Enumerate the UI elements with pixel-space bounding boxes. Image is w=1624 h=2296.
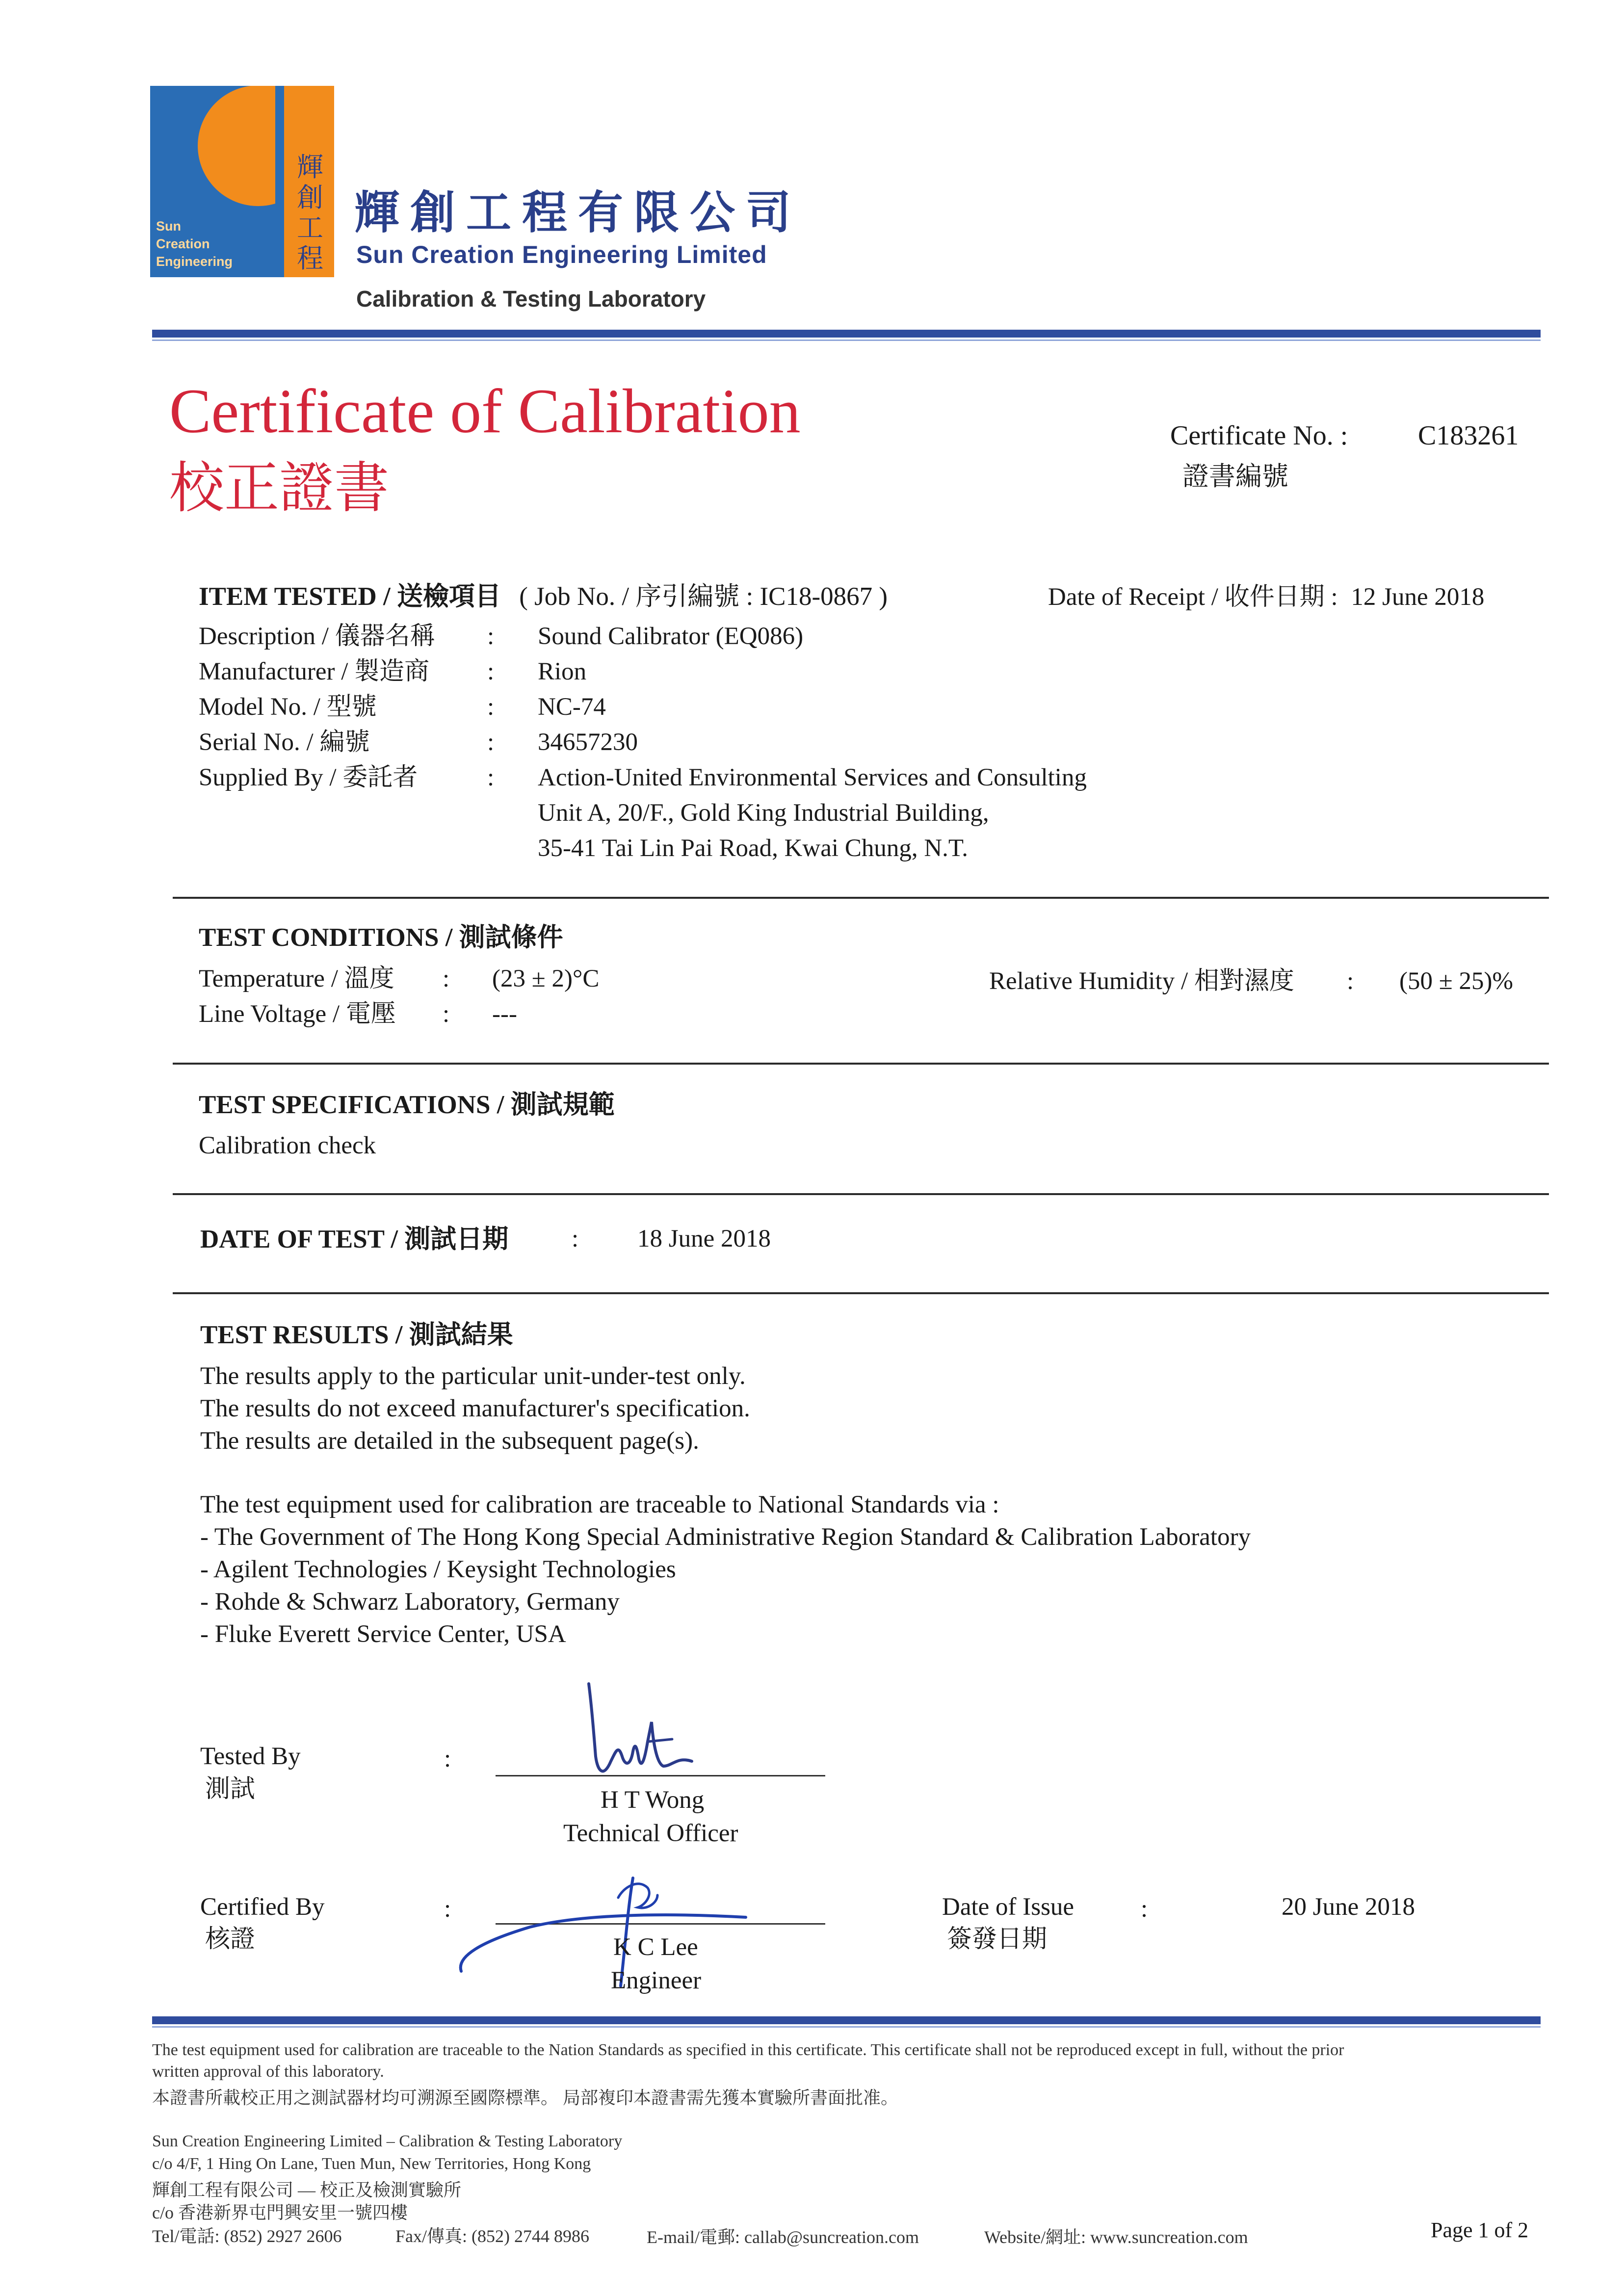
tested-by-label-zh: 測試: [205, 1775, 256, 1803]
footer-website: Website/網址: www.suncreation.com: [984, 2227, 1248, 2247]
result-line: The results apply to the particular unit-under-test only.: [200, 1362, 746, 1390]
lab-name: Calibration & Testing Laboratory: [356, 286, 706, 312]
item-label: Serial No. / 編號: [199, 729, 370, 756]
certificate-number-label-zh: 證書編號: [1182, 462, 1288, 491]
footer-address-line1: Sun Creation Engineering Limited – Calibration & Testing Laboratory: [152, 2132, 623, 2150]
item-value: Rion: [538, 658, 587, 685]
page-number: Page 1 of 2: [1431, 2218, 1529, 2242]
section-divider: [173, 1193, 1549, 1195]
test-conditions-heading: TEST CONDITIONS / 測試條件: [199, 923, 563, 952]
header-divider: [152, 330, 1541, 338]
item-label: Description / 儀器名稱: [199, 623, 435, 650]
date-of-receipt-label: Date of Receipt / 收件日期 :: [1048, 583, 1338, 611]
item-value: 34657230: [538, 729, 638, 756]
temperature-sep: :: [443, 965, 450, 992]
date-of-issue-label: Date of Issue: [942, 1893, 1074, 1921]
job-number: ( Job No. / 序引編號 : IC18-0867 ): [519, 582, 888, 611]
footer-disclaimer-line1: The test equipment used for calibration are traceable to the Nation Standards as specified in this certificate. This certificate shall not be reproduced except in full, without the prior: [152, 2041, 1344, 2059]
test-specifications-heading: TEST SPECIFICATIONS / 測試規範: [199, 1091, 615, 1119]
logo-text-creation: Creation: [156, 236, 210, 251]
humidity-sep: :: [1347, 967, 1354, 995]
date-of-issue-value: 20 June 2018: [1282, 1893, 1415, 1921]
footer-address-line3: 輝創工程有限公司 — 校正及檢測實驗所: [152, 2180, 462, 2200]
result-line: The results are detailed in the subsequent page(s).: [200, 1427, 699, 1455]
certified-by-name: K C Lee: [613, 1933, 698, 1961]
logo-text-engineering: Engineering: [156, 254, 233, 269]
supplier-address-line1: Unit A, 20/F., Gold King Industrial Building,: [538, 799, 989, 827]
company-logo: [150, 86, 334, 277]
test-specifications-value: Calibration check: [199, 1132, 376, 1159]
traceability-item: - Rohde & Schwarz Laboratory, Germany: [200, 1588, 620, 1616]
item-sep: :: [487, 693, 495, 721]
line-voltage-label: Line Voltage / 電壓: [199, 1000, 396, 1028]
footer-address-line4: c/o 香港新界屯門興安里一號四樓: [152, 2203, 408, 2222]
company-english-name: Sun Creation Engineering Limited: [356, 241, 767, 268]
traceability-item: - Agilent Technologies / Keysight Technologies: [200, 1556, 676, 1583]
item-label: Supplied By / 委託者: [199, 764, 418, 791]
logo-char-3: 工: [297, 213, 323, 243]
certificate-number-value: C183261: [1418, 420, 1519, 451]
date-of-test-value: 18 June 2018: [637, 1225, 771, 1252]
logo-char-2: 創: [297, 183, 323, 212]
temperature-label: Temperature / 溫度: [199, 965, 394, 992]
item-sep: :: [487, 658, 495, 685]
date-of-receipt: [1048, 585, 1484, 610]
certified-by-title: Engineer: [611, 1967, 702, 1994]
footer-divider-shadow: [152, 2026, 1541, 2028]
footer-divider: [152, 2016, 1541, 2024]
footer-disclaimer-line2: written approval of this laboratory.: [152, 2062, 384, 2081]
traceability-intro: The test equipment used for calibration are traceable to National Standards via :: [200, 1491, 999, 1518]
footer-fax: Fax/傳真: (852) 2744 8986: [395, 2226, 589, 2246]
item-value: Sound Calibrator (EQ086): [538, 623, 804, 650]
item-tested-heading-text: ITEM TESTED / 送檢項目: [199, 582, 501, 611]
item-sep: :: [487, 623, 495, 650]
line-voltage-sep: :: [443, 1000, 450, 1028]
item-sep: :: [487, 729, 495, 756]
tested-by-sep: :: [444, 1745, 451, 1773]
date-of-test-heading: DATE OF TEST / 測試日期: [200, 1225, 509, 1253]
item-value: NC-74: [538, 693, 606, 721]
tested-by-label: Tested By: [200, 1743, 301, 1770]
tested-by-name: H T Wong: [601, 1786, 705, 1814]
certificate-number-label: Certificate No. :: [1170, 420, 1348, 451]
date-of-test-sep: :: [572, 1225, 579, 1252]
footer-disclaimer-zh: 本證書所載校正用之測試器材均可溯源至國際標準。 局部複印本證書需先獲本實驗所書面批准。: [152, 2088, 899, 2108]
section-divider: [173, 1063, 1549, 1065]
certified-by-sep: :: [444, 1895, 451, 1923]
logo-char-1: 輝: [297, 153, 323, 182]
footer-tel: Tel/電話: (852) 2927 2606: [152, 2226, 342, 2246]
logo-text-sun: Sun: [156, 219, 181, 234]
item-tested-heading: [199, 584, 888, 610]
line-voltage-value: ---: [492, 1000, 517, 1028]
test-results-heading: TEST RESULTS / 測試結果: [200, 1321, 513, 1349]
tested-by-title: Technical Officer: [563, 1820, 738, 1847]
humidity-label: Relative Humidity / 相對濕度: [989, 967, 1294, 995]
traceability-item: - Fluke Everett Service Center, USA: [200, 1620, 566, 1648]
certificate-title: Certificate of Calibration: [169, 376, 801, 446]
logo-char-4: 程: [297, 244, 323, 273]
footer-address-line2: c/o 4/F, 1 Hing On Lane, Tuen Mun, New Territories, Hong Kong: [152, 2155, 591, 2173]
traceability-item: - The Government of The Hong Kong Special Administrative Region Standard & Calibration Laboratory: [200, 1523, 1251, 1551]
supplier-address-line2: 35-41 Tai Lin Pai Road, Kwai Chung, N.T.: [538, 835, 969, 862]
date-of-issue-label-zh: 簽發日期: [947, 1926, 1048, 1953]
item-value: Action-United Environmental Services and Consulting: [538, 764, 1087, 791]
item-label: Manufacturer / 製造商: [199, 658, 430, 685]
certified-by-label: Certified By: [200, 1893, 325, 1921]
certified-by-label-zh: 核證: [205, 1926, 256, 1953]
humidity-value: (50 ± 25)%: [1399, 967, 1513, 995]
certificate-title-zh: 校正證書: [169, 458, 389, 519]
section-divider: [173, 897, 1549, 899]
result-line: The results do not exceed manufacturer's specification.: [200, 1395, 750, 1422]
section-divider: [173, 1292, 1549, 1294]
company-chinese-name: 輝創工程有限公司: [354, 188, 802, 238]
footer-email: E-mail/電郵: callab@suncreation.com: [647, 2227, 919, 2247]
date-of-receipt-value: 12 June 2018: [1351, 583, 1485, 611]
item-label: Model No. / 型號: [199, 693, 377, 721]
item-sep: :: [487, 764, 495, 791]
header-divider-shadow: [152, 339, 1541, 341]
temperature-value: (23 ± 2)°C: [492, 965, 600, 992]
tested-by-signature: [574, 1678, 721, 1791]
date-of-issue-sep: :: [1141, 1895, 1148, 1923]
